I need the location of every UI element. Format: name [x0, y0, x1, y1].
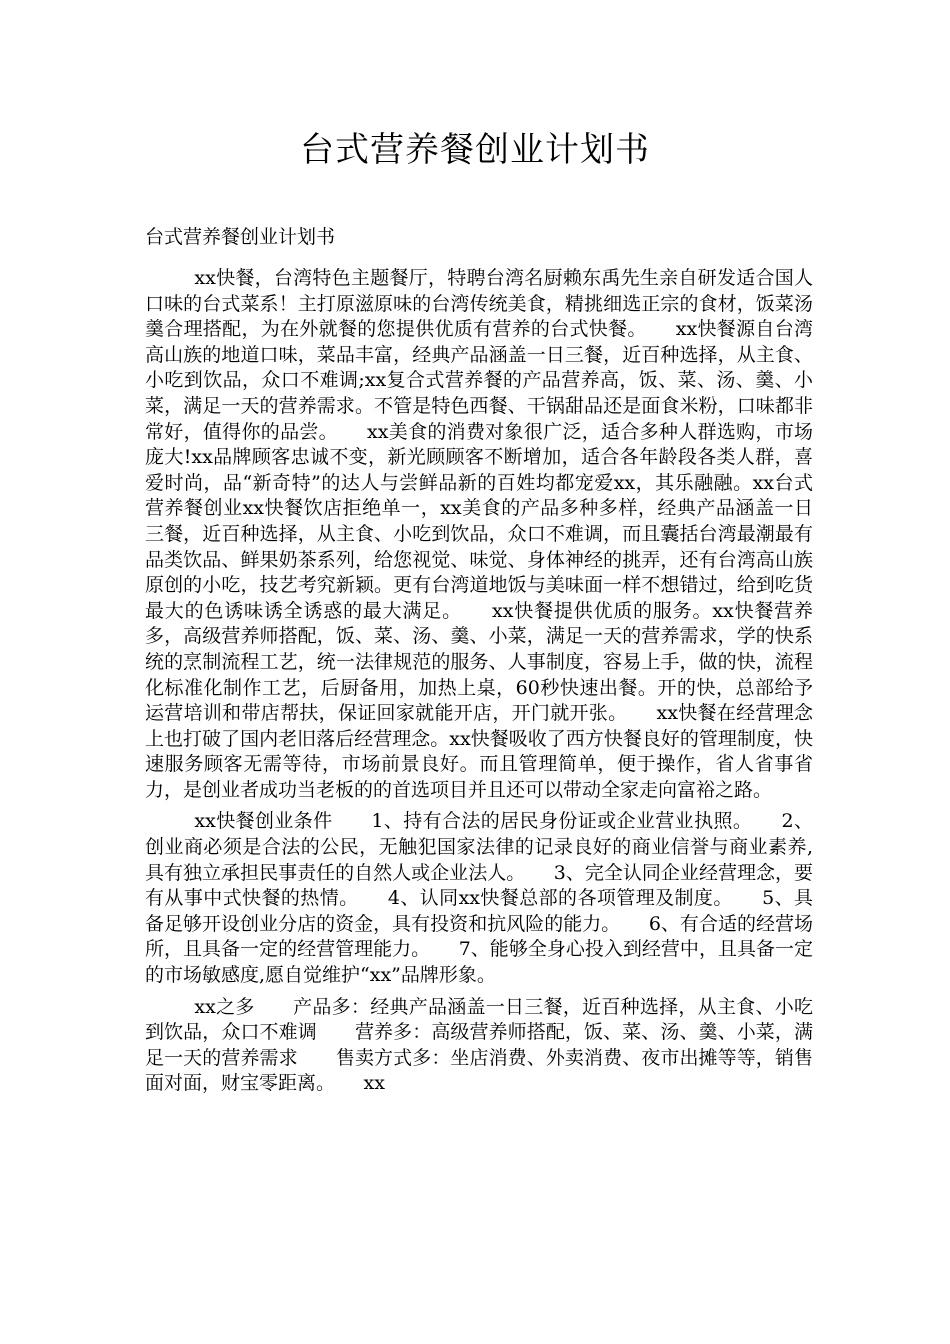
paragraph-intro: xx快餐，台湾特色主题餐厅，特聘台湾名厨赖东禹先生亲自研发适合国人口味的台式菜系！主打原滋原味的台湾传统美食，精挑细选正宗的食材，饭菜汤羹合理搭配，为在外就餐的您提供优质有营养的台式快餐。 xx快餐源自台湾高山族的地道口味，菜品丰富，经典产品涵盖一日三餐，近百种选择，从主食、小吃到饮品，众口不难调;xx复合式营养餐的产品营养高，饭、菜、汤、羹、小菜，满足一天的营养需求。不管是特色西餐、干锅甜品还是面食米粉，口味都非常好，值得你的品尝。 xx美食的消费对象很广泛，适合多种人群选购，市场庞大!xx品牌顾客忠诚不变，新光顾顾客不断增加，适合各年龄段各类人群，喜爱时尚，品“新奇特”的达人与尝鲜品新的百姓均都宠爱xx，其乐融融。xx台式营养餐创业xx快餐饮店拒绝单一，xx美食的产品多种多样，经典产品涵盖一日三餐，近百种选择，从主食、小吃到饮品，众口不难调，而且囊括台湾最潮最有品类饮品、鲜果奶茶系列，给您视觉、味觉、身体神经的挑弄，还有台湾高山族原创的小吃，技艺考究新颖。更有台湾道地饭与美味面一样不想错过，给到吃货最大的色诱味诱全诱惑的最大满足。 xx快餐提供优质的服务。xx快餐营养多，高级营养师搭配，饭、菜、汤、羹、小菜，满足一天的营养需求，学的快系统的烹制流程工艺，统一法律规范的服务、人事制度，容易上手，做的快，流程化标准化制作工艺，后厨备用，加热上桌，60秒快速出餐。开的快，总部给予运营培训和带店帮扶，保证回家就能开店，开门就开张。 xx快餐在经营理念上也打破了国内老旧落后经营理念。xx快餐吸收了西方快餐良好的管理制度，快速服务顾客无需等待，市场前景良好。而且管理简单，便于操作，省人省事省力，是创业者成功当老板的的首选项目并且还可以带动全家走向富裕之路。 — [145, 267, 813, 801]
document-subtitle: 台式营养餐创业计划书 — [145, 226, 336, 248]
document-body — [145, 266, 813, 1097]
paragraph-conditions: xx快餐创业条件 1、持有合法的居民身份证或企业营业执照。 2、创业商必须是合法的公民，无触犯国家法律的记录良好的商业信誉与商业素养,具有独立承担民事责任的自然人或企业法人。 3、完全认同企业经营理念，要有从事中式快餐的热情。 4、认同xx快餐总部的各项管理及制度。 5、具备足够开设创业分店的资金，具有投资和抗风险的能力。 6、有合适的经营场所，且具备一定的经营管理能力。 7、能够全身心投入到经营中，且具备一定的市场敏感度,愿自觉维护“xx”品牌形象。 — [145, 810, 813, 987]
paragraph-advantages: xx之多 产品多：经典产品涵盖一日三餐，近百种选择，从主食、小吃到饮品，众口不难调 营养多：高级营养师搭配，饭、菜、汤、羹、小菜，满足一天的营养需求 售卖方式多：坐店消费、外卖消费、夜市出摊等等，销售面对面，财宝零距离。 xx — [145, 995, 813, 1095]
document-title: 台式营养餐创业计划书 — [300, 130, 650, 170]
